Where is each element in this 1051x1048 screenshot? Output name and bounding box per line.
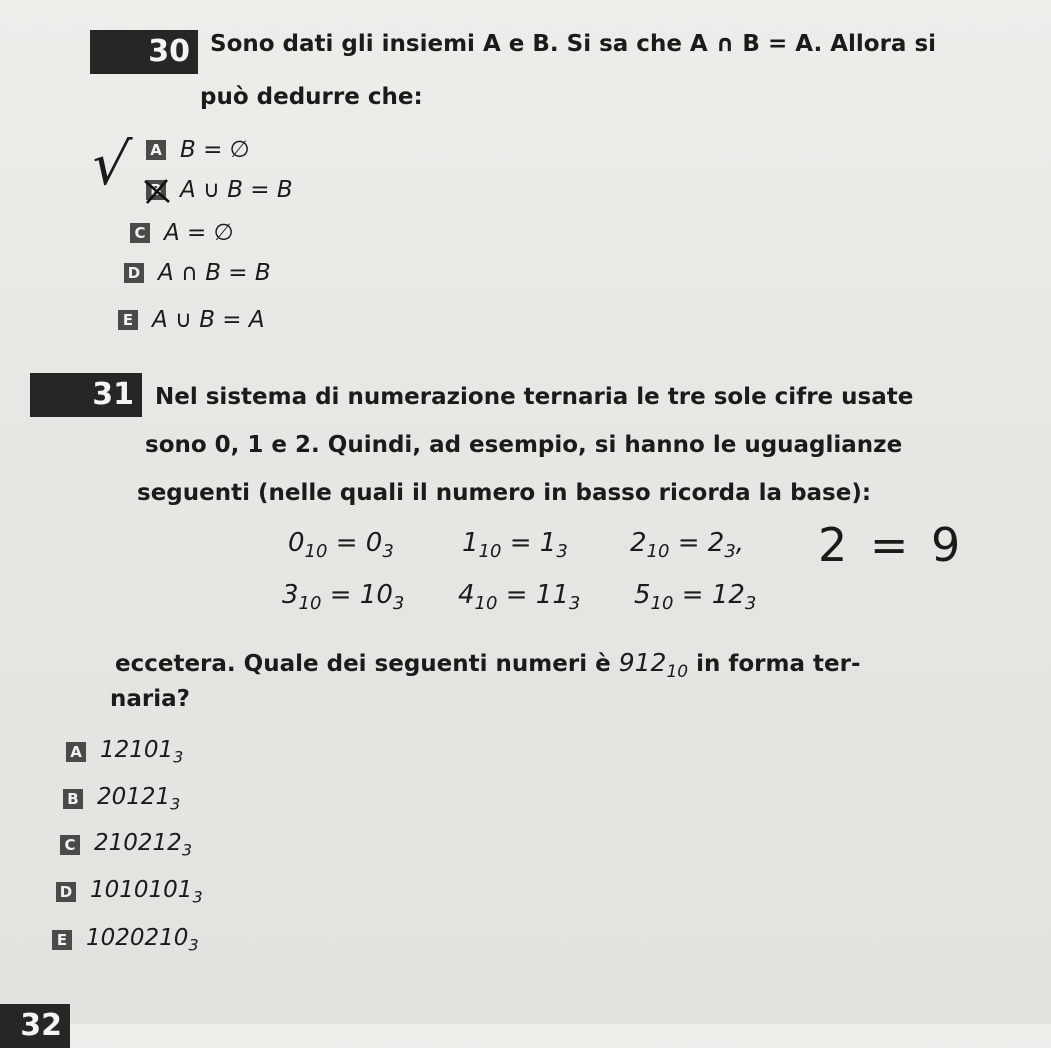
handwritten-cross-mark [142, 176, 172, 206]
equality-5: $4_{10} = 11_3$ [458, 580, 581, 615]
option-value: $12101_3$ [100, 737, 184, 767]
equality-4: $3_{10} = 10_3$ [282, 580, 405, 615]
option-expression: A ∪ B = A [152, 307, 265, 333]
option-letter-b: B [146, 180, 166, 200]
q30-option-c[interactable] [130, 218, 234, 248]
option-letter-c: C [60, 835, 80, 855]
equality-3: $2_{10} = 2_3$, [630, 528, 745, 563]
option-expression: A ∪ B = B [180, 177, 293, 203]
q30-option-a[interactable] [146, 135, 250, 165]
option-value: $1020210_3$ [86, 925, 199, 955]
option-letter-a: A [66, 742, 86, 762]
option-letter-b: B [63, 789, 83, 809]
question-31-text-line-2: sono 0, 1 e 2. Quindi, ad esempio, si hanno le uguaglianze [145, 432, 903, 458]
option-letter-a: A [146, 140, 166, 160]
q31-option-e[interactable] [52, 925, 199, 955]
question-30-number: 30 [90, 30, 198, 74]
q31-option-c[interactable] [60, 830, 192, 860]
q31-option-a[interactable] [66, 737, 183, 767]
option-letter-c: C [130, 223, 150, 243]
question-31-number: 31 [30, 373, 142, 417]
q30-option-e[interactable] [118, 305, 265, 335]
question-30-text-line-2: può dedurre che: [200, 84, 423, 110]
handwritten-check-mark: √ [87, 130, 138, 198]
option-value: $1010101_3$ [90, 877, 203, 907]
equality-2: $1_{10} = 1_3$ [462, 528, 568, 563]
option-expression: A = ∅ [164, 220, 234, 246]
option-letter-e: E [118, 310, 138, 330]
option-value: $20121_3$ [97, 784, 181, 814]
q30-option-d[interactable] [124, 258, 271, 288]
question-32-number: 32 [0, 1004, 70, 1048]
option-letter-d: D [56, 882, 76, 902]
question-31-prompt-line-2: naria? [110, 686, 190, 712]
question-31-prompt-line-1: eccetera. Quale dei seguenti numeri è $912_{10}$ in forma ter- [115, 648, 861, 682]
equality-6: $5_{10} = 12_3$ [634, 580, 757, 615]
q31-option-d[interactable] [56, 877, 203, 907]
equality-1: $0_{10} = 0_3$ [288, 528, 394, 563]
question-31-text-line-1: Nel sistema di numerazione ternaria le tre sole cifre usate [155, 384, 914, 410]
option-expression: A ∩ B = B [158, 260, 271, 286]
handwritten-note: 2 = 9 [818, 518, 965, 572]
option-letter-d: D [124, 263, 144, 283]
option-expression: B = ∅ [180, 137, 250, 163]
q31-option-b[interactable] [63, 784, 180, 814]
question-30-text-line-1: Sono dati gli insiemi A e B. Si sa che A ∩ B = A. Allora si [210, 31, 937, 57]
q30-option-b[interactable] [146, 175, 293, 205]
option-letter-e: E [52, 930, 72, 950]
option-value: $210212_3$ [94, 830, 192, 860]
question-31-text-line-3: seguenti (nelle quali il numero in basso ricorda la base): [137, 480, 872, 506]
